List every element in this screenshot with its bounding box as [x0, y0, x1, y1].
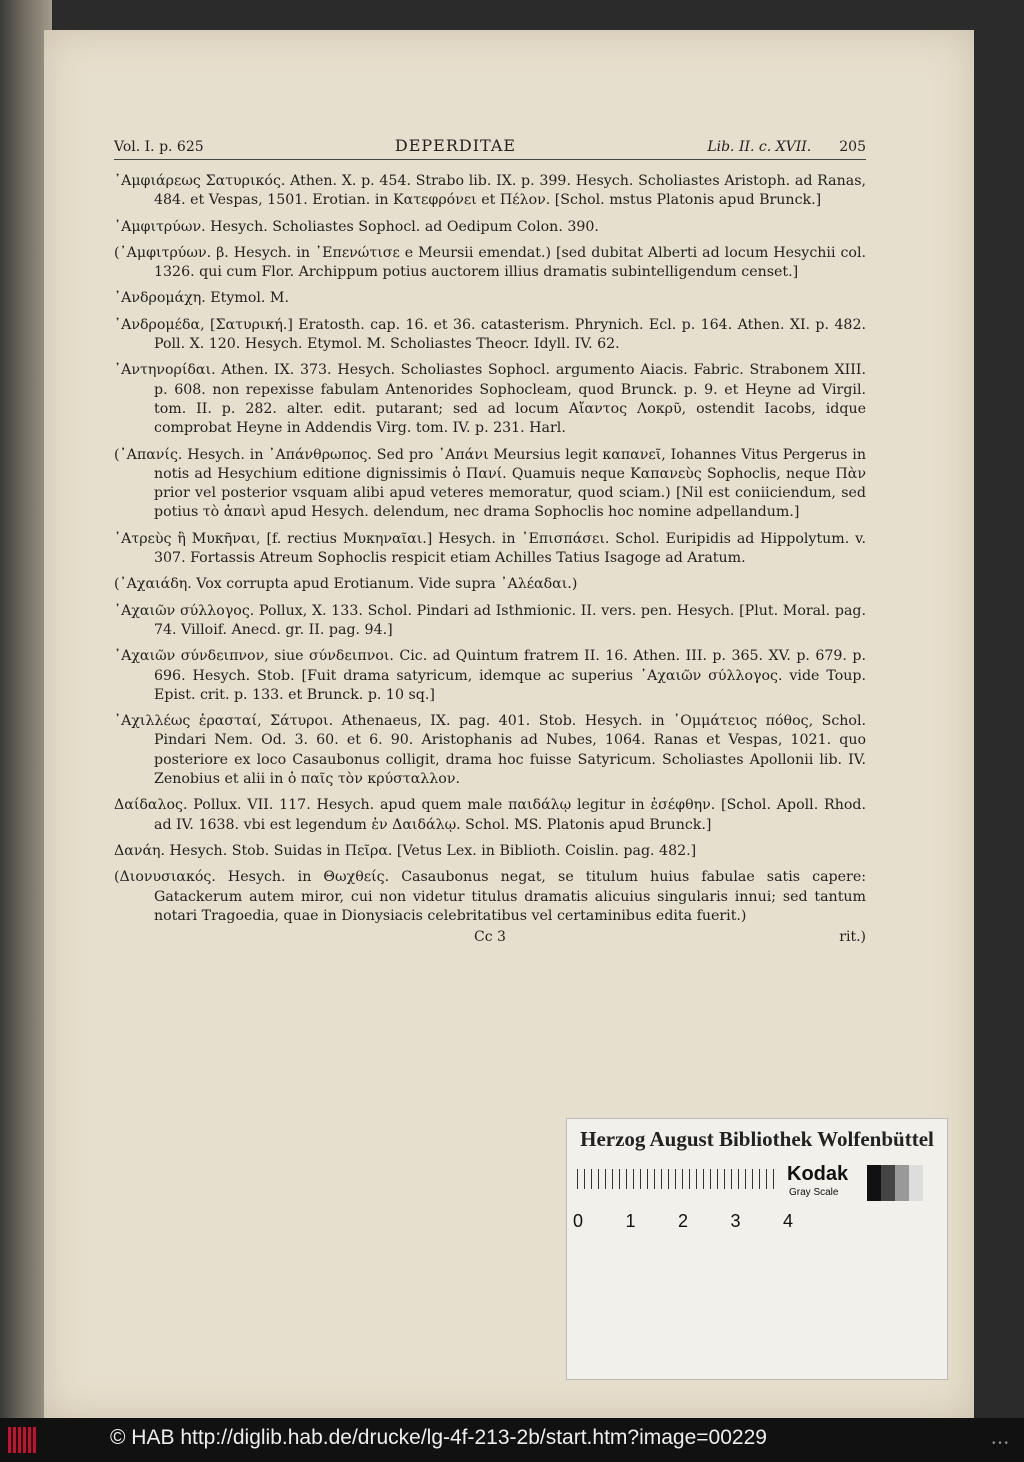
entry-list — [114, 172, 866, 926]
scale-ruler — [577, 1169, 777, 1189]
kodak-subtitle: Gray Scale — [789, 1187, 839, 1198]
entry: ᾿Αντηνορίδαι. Athen. IX. 373. Hesych. Scholiastes Sophocl. argumento Aiacis. Fabric. Strabonem XIII. p. 608. non repexisse fabulam Antenorides Sophocleam, quod Brunck. p. 9. et Heyne ad Virgil. tom. II. p. 282. alter. edit. putarant; sed ad locum Αἴαντος Λοκρῦ, ostendit Iacobs, idque comprobat Heyne in Addendis Virg. tom. IV. p. 231. Harl. — [114, 362, 866, 437]
entry: ᾿Αχαιῶν σύλλογος. Pollux, X. 133. Schol. Pindari ad Isthmionic. II. vers. pen. Hesych. [Plut. Moral. pag. 74. Villoif. Anecd. gr. II. pag. 94.] — [114, 602, 866, 638]
entry: ᾿Αχιλλέως ἐρασταί, Σάτυροι. Athenaeus, IX. pag. 401. Stob. Hesych. in ᾿Ομμάτειος πόθος, Schol. Pindari Nem. Od. 3. 60. et 6. 90. Aristophanis ad Nubes, 1064. Ranas et Vespas, 1021. quo posteriore ex loco Casaubonus colligit, drama hoc fuisse Satyricum. Scholiastes Apollonii lib. IV. Zenobius et alii in ὁ παῖς τὸν κρύσταλλον. — [114, 713, 866, 788]
entry: Δανάη. Hesych. Stob. Suidas in Πεῖρα. [Vetus Lex. in Biblioth. Coislin. pag. 482.] — [114, 842, 697, 859]
entry: (Διονυσιακός. Hesych. in Θωχθείς. Casaubonus negat, se titulum huius fabulae satis capere: Gatackerum autem miror, cui non videtur titulus dramatis alicuius singularis innui; sed tantum notari Tragoedia, quae in Dionysiacis celebritatibus vel certaminibus edita fuerit.) — [114, 869, 866, 924]
kodak-gray-scale — [567, 1163, 947, 1211]
header-right — [707, 139, 866, 155]
running-header — [114, 136, 866, 160]
gray-swatch — [867, 1165, 881, 1201]
gray-swatch — [895, 1165, 909, 1201]
page-footer — [114, 929, 866, 945]
signature-mark: Cc 3 — [474, 929, 506, 946]
library-label — [566, 1118, 948, 1380]
entry: ᾿Αχαιῶν σύνδειπνον, siue σύνδειπνοι. Cic. ad Quintum fratrem II. 16. Athen. III. p. 365. XV. p. 679. p. 696. Hesych. Stob. [Fuit drama satyricum, idemque ac superius ᾿Αχαιῶν σύλλογος. vide Toup. Epist. crit. p. 133. et Brunck. p. 10 sq.] — [114, 648, 866, 703]
scale-number: 0 — [573, 1211, 584, 1231]
header-book-ref: Lib. II. c. XVII. — [707, 139, 812, 155]
hab-logo-icon[interactable] — [8, 1427, 36, 1453]
library-name: Herzog August Bibliothek Wolfenbüttel — [580, 1127, 934, 1151]
copyright-link[interactable]: © HAB http://diglib.hab.de/drucke/lg-4f-213-2b/start.htm?image=00229 — [110, 1426, 767, 1449]
menu-dots-icon[interactable]: • • • — [991, 1438, 1008, 1449]
entry: ᾿Ατρεὺς ἢ Μυκῆναι, [f. rectius Μυκηναῖαι.] Hesych. in ᾿Επισπάσει. Schol. Euripidis ad Hippolytum. v. 307. Fortassis Atreum Sophoclis respicit etiam Achilles Tatius Isagoge ad Aratum. — [114, 530, 866, 567]
entry: (᾿Απανίς. Hesych. in ᾿Απάνθρωπος. Sed pro ᾿Απάνι Meursius legit καπανεῖ, Iohannes Vitus Pergerus in notis ad Hesychium editione dignissimis ὁ Πανί. Quamuis neque Καπανεὺς Sophoclis, neque Πὰν prior vel posterior vsquam alibi apud veteres memoratur, quod sciam.) [Nil est coniiciendum, sed potius τὸ ἀπανὶ apud Hesych. delendum, nec drama Sophoclis hoc nomine adpellandum.] — [114, 446, 866, 521]
entry: ᾿Αμφιάρεως Σατυρικός. Athen. X. p. 454. Strabo lib. IX. p. 399. Hesych. Scholiastes Aristoph. ad Ranas, 484. et Vespas, 1501. Erotian. in Κατεφρόνει et Πέλον. [Schol. mstus Platonis apud Brunck.] — [114, 173, 866, 209]
page-content — [114, 136, 866, 945]
scale-number: 4 — [782, 1211, 793, 1231]
kodak-brand: Kodak — [787, 1163, 849, 1185]
catchword: rit.) — [839, 929, 866, 946]
entry: ᾿Ανδρομέδα, [Σατυρική.] Eratosth. cap. 16. et 36. catasterism. Phrynich. Ecl. p. 164. Athen. XI. p. 482. Poll. X. 120. Hesych. Etymol. M. Scholiastes Theocr. Idyll. IV. 62. — [114, 316, 866, 353]
entry: Δαίδαλος. Pollux. VII. 117. Hesych. apud quem male παιδάλῳ legitur in ἐσέφθην. [Schol. Apoll. Rhod. ad IV. 1638. vbi est legendum ἐν Δαιδάλῳ. Schol. MS. Platonis apud Brunck.] — [114, 797, 866, 833]
scale-number: 2 — [677, 1211, 688, 1231]
gray-swatch — [881, 1165, 895, 1201]
viewer-footer-bar — [0, 1418, 1024, 1462]
entry: ᾿Ανδρομάχη. Etymol. M. — [114, 290, 289, 307]
entry: ᾿Αμφιτρύων. Hesych. Scholiastes Sophocl. ad Oedipum Colon. 390. — [114, 218, 599, 235]
scale-number: 3 — [730, 1211, 741, 1231]
gray-swatch — [909, 1165, 923, 1201]
scale-numbers — [573, 1211, 793, 1232]
entry: (᾿Αχαιάδη. Vox corrupta apud Erotianum. Vide supra ᾿Αλέαδαι.) — [114, 576, 578, 593]
header-title: DEPERDITAE — [394, 136, 517, 155]
entry: (᾿Αμφιτρύων. β. Hesych. in ᾿Επενώτισε e Meursii emendat.) [sed dubitat Alberti ad locum Hesychii col. 1326. qui cum Flor. Archippum potius auctorem illius dramatis subintelligendum censet.] — [114, 244, 866, 281]
page-number: 205 — [839, 139, 866, 155]
scale-number: 1 — [625, 1211, 636, 1231]
header-volume-ref: Vol. I. p. 625 — [114, 139, 204, 155]
